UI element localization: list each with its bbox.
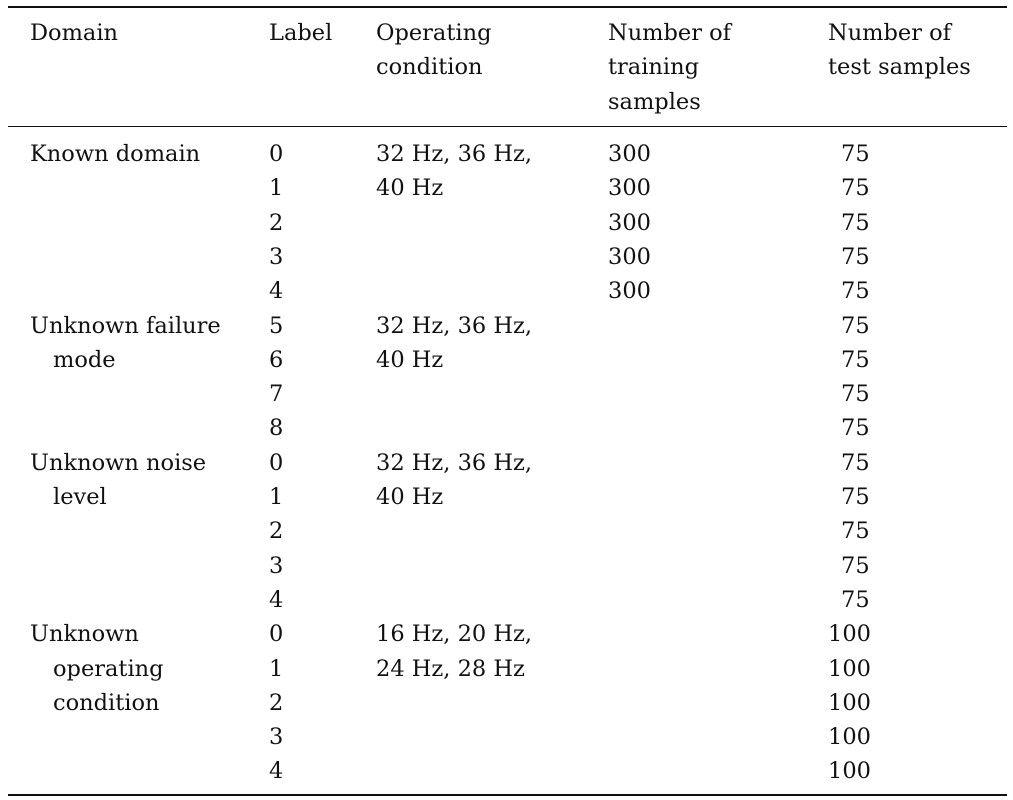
header-operating-condition: Operating xyxy=(376,20,492,46)
operating-condition: 40 Hz xyxy=(376,175,444,202)
header-operating-condition: condition xyxy=(376,54,483,81)
domain-name: Unknown noise xyxy=(30,449,207,476)
training-samples-cell: 300 xyxy=(608,209,651,236)
label-cell: 8 xyxy=(269,415,284,442)
label-cell: 0 xyxy=(269,449,284,476)
test-samples-cell: 75 xyxy=(841,312,870,339)
test-samples-cell: 100 xyxy=(828,655,871,682)
domain-name: mode xyxy=(53,346,116,373)
test-samples-cell: 100 xyxy=(828,621,871,648)
domain-name: level xyxy=(53,484,107,510)
domain-name: Unknown failure xyxy=(30,312,221,339)
label-cell: 3 xyxy=(269,724,284,751)
test-samples-cell: 75 xyxy=(841,243,870,270)
test-samples-cell: 75 xyxy=(841,586,870,613)
operating-condition: 40 Hz xyxy=(376,484,444,510)
label-cell: 5 xyxy=(269,312,284,339)
test-samples-cell: 75 xyxy=(841,175,870,202)
table-header-rule xyxy=(8,126,1007,127)
test-samples-cell: 75 xyxy=(841,278,870,305)
label-cell: 1 xyxy=(269,175,284,202)
operating-condition: 40 Hz xyxy=(376,346,444,373)
test-samples-cell: 75 xyxy=(841,141,870,167)
label-cell: 3 xyxy=(269,552,284,579)
test-samples-cell: 100 xyxy=(828,758,871,785)
label-cell: 7 xyxy=(269,381,284,408)
training-samples-cell: 300 xyxy=(608,141,651,167)
label-cell: 0 xyxy=(269,621,284,648)
test-samples-cell: 75 xyxy=(841,484,870,510)
header-training: training xyxy=(608,54,699,81)
label-cell: 1 xyxy=(269,484,284,510)
domain-name: operating xyxy=(53,655,164,682)
label-cell: 2 xyxy=(269,209,284,236)
label-cell: 1 xyxy=(269,655,284,682)
label-cell: 3 xyxy=(269,243,284,270)
domain-name: Known domain xyxy=(30,141,201,167)
table-bottom-rule xyxy=(8,794,1007,796)
header-training: Number of xyxy=(608,20,732,46)
header-label: Label xyxy=(269,20,333,46)
test-samples-cell: 100 xyxy=(828,689,871,716)
operating-condition: 32 Hz, 36 Hz, xyxy=(376,449,532,476)
header-training: samples xyxy=(608,88,701,115)
header-test: Number of xyxy=(828,20,952,46)
training-samples-cell: 300 xyxy=(608,278,651,305)
label-cell: 2 xyxy=(269,689,284,716)
training-samples-cell: 300 xyxy=(608,243,651,270)
operating-condition: 24 Hz, 28 Hz xyxy=(376,655,525,682)
label-cell: 4 xyxy=(269,758,284,785)
label-cell: 4 xyxy=(269,586,284,613)
training-samples-cell: 300 xyxy=(608,175,651,202)
test-samples-cell: 75 xyxy=(841,346,870,373)
operating-condition: 32 Hz, 36 Hz, xyxy=(376,312,532,339)
test-samples-cell: 100 xyxy=(828,724,871,751)
test-samples-cell: 75 xyxy=(841,209,870,236)
label-cell: 6 xyxy=(269,346,284,373)
operating-condition: 32 Hz, 36 Hz, xyxy=(376,141,532,167)
label-cell: 2 xyxy=(269,518,284,545)
test-samples-cell: 75 xyxy=(841,381,870,408)
operating-condition: 16 Hz, 20 Hz, xyxy=(376,621,532,648)
header-domain: Domain xyxy=(30,20,119,46)
test-samples-cell: 75 xyxy=(841,449,870,476)
domain-name: Unknown xyxy=(30,621,139,648)
label-cell: 0 xyxy=(269,141,284,167)
test-samples-cell: 75 xyxy=(841,518,870,545)
header-test: test samples xyxy=(828,54,971,81)
table-top-rule xyxy=(8,6,1007,8)
label-cell: 4 xyxy=(269,278,284,305)
domain-name: condition xyxy=(53,689,160,716)
test-samples-cell: 75 xyxy=(841,552,870,579)
test-samples-cell: 75 xyxy=(841,415,870,442)
